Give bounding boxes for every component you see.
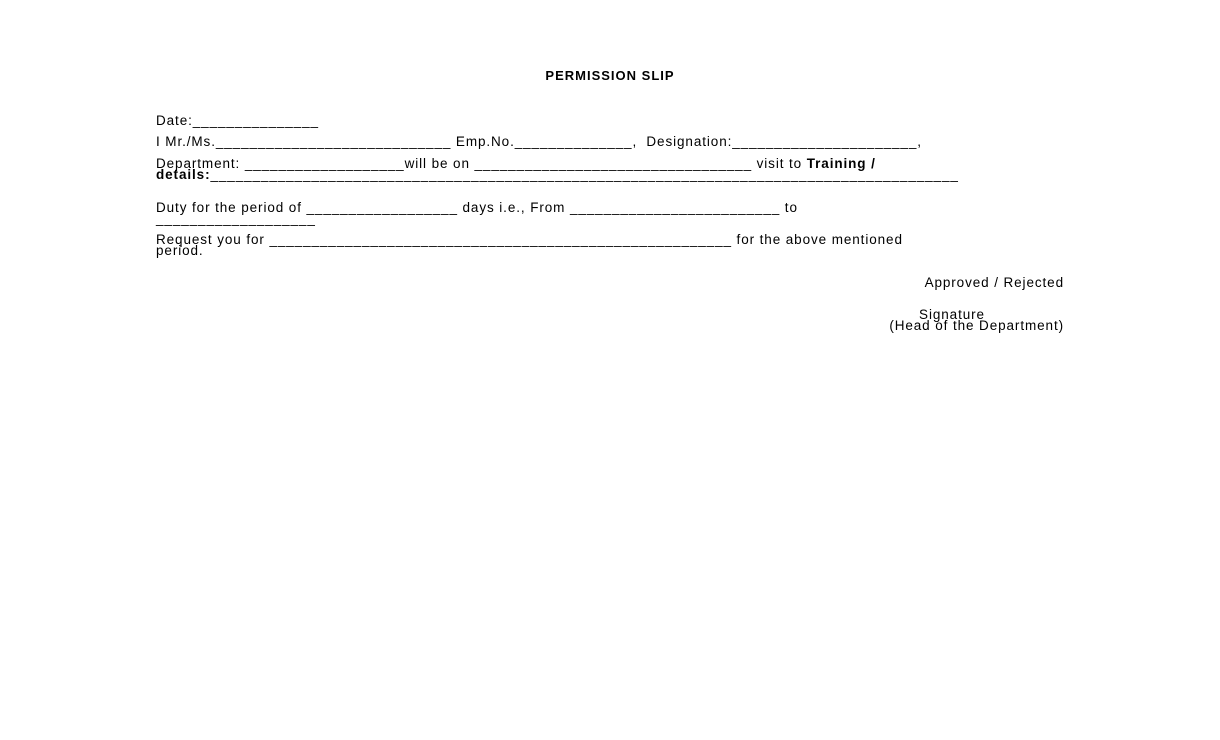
training-label: Training / xyxy=(806,156,876,171)
details-line xyxy=(156,169,959,180)
duty-line: Duty for the period of __________________ days i.e., From _________________________ to xyxy=(156,200,798,215)
signature-role: (Head of the Department) xyxy=(889,318,1064,333)
date-line: Date:_______________ xyxy=(156,113,319,128)
duty-line-continued: ___________________ xyxy=(156,211,316,226)
details-blank: _________________________________________________________________________________________ xyxy=(210,167,959,182)
document-title: PERMISSION SLIP xyxy=(545,68,675,83)
signature-label: Signature xyxy=(919,307,985,322)
approval-status: Approved / Rejected xyxy=(924,275,1064,290)
request-line-continued: period. xyxy=(156,243,204,258)
department-text: Department: ___________________will be on _________________________________ visit to xyxy=(156,156,807,171)
details-label: details: xyxy=(156,167,211,182)
request-line: Request you for _______________________________________________________ for the above mentioned xyxy=(156,232,903,247)
name-empno-designation-line: I Mr./Ms.____________________________ Emp.No.______________, Designation:______________________, xyxy=(156,134,922,149)
